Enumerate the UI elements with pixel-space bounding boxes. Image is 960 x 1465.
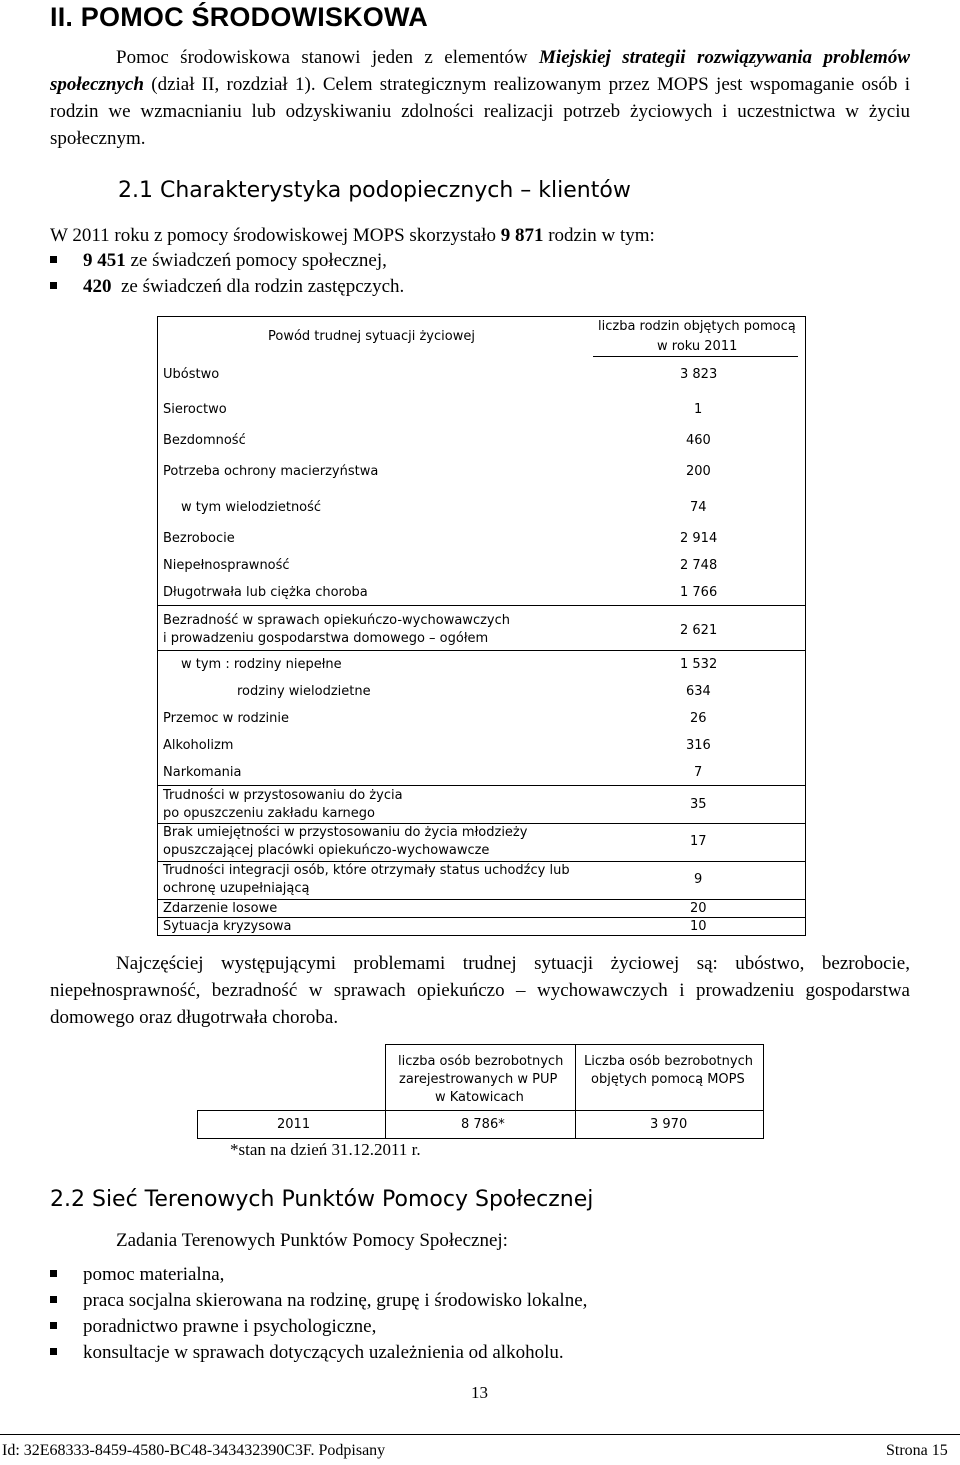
table-row-label: Alkoholizm — [163, 738, 234, 753]
footer-document-id: Id: 32E68333-8459-4580-BC48-343432390C3F. Podpisany — [2, 1442, 386, 1459]
t2-border — [197, 1138, 764, 1139]
bullet-item — [50, 248, 387, 274]
clients-lead — [50, 222, 910, 249]
row-divider — [157, 861, 806, 862]
square-bullet-icon — [50, 282, 57, 289]
row-divider — [157, 899, 806, 900]
bullet-number: 420 — [83, 276, 112, 297]
table-right-border — [805, 316, 806, 936]
row-divider — [157, 823, 806, 824]
table-row-label: Bezradność w sprawach opiekuńczo-wychowawczych — [163, 613, 510, 628]
table-row-value: 74 — [690, 500, 707, 515]
table-left-border — [157, 316, 158, 936]
square-bullet-icon — [50, 1348, 57, 1355]
task-item — [50, 1288, 587, 1314]
table-row-label: ochronę uzupełniającą — [163, 881, 310, 896]
table-row-label: w tym wielodzietność — [181, 500, 322, 515]
table-row-value: 316 — [686, 738, 711, 753]
t2-value-pup: 8 786* — [461, 1117, 505, 1132]
row-divider — [157, 785, 806, 786]
table-row-value: 1 766 — [680, 585, 718, 600]
table-row-value: 7 — [694, 765, 703, 780]
table-row-label: Długotrwała lub ciężka choroba — [163, 585, 368, 600]
families-total: 9 871 — [500, 225, 544, 246]
table-row-value: 2 748 — [680, 558, 718, 573]
header-reason: Powód trudnej sytuacji życiowej — [268, 329, 475, 344]
table-row-value: 200 — [686, 464, 711, 479]
t2-border — [197, 1110, 764, 1111]
t2-col2-line-2: objętych pomocą MOPS — [591, 1072, 745, 1087]
table-row-label: Niepełnosprawność — [163, 558, 290, 573]
summary-paragraph — [50, 950, 910, 1031]
row-divider — [157, 650, 806, 651]
table-row-value: 9 — [694, 872, 703, 887]
row-divider — [157, 605, 806, 606]
t2-col1-line-1: liczba osób bezrobotnych — [398, 1054, 564, 1069]
subsection-title-2-1: 2.1 Charakterystyka podopiecznych – klientów — [118, 178, 631, 203]
table-row-value: 35 — [690, 797, 707, 812]
bullet-item — [50, 274, 404, 300]
intro-text-a: Pomoc środowiskowa stanowi jeden z elementów — [116, 47, 540, 68]
table-row-value: 460 — [686, 433, 711, 448]
square-bullet-icon — [50, 1296, 57, 1303]
table-row-label: Ubóstwo — [163, 367, 220, 382]
row-divider — [157, 917, 806, 918]
task-text: praca socjalna skierowana na rodzinę, grupę i środowisko lokalne, — [83, 1290, 588, 1311]
t2-border — [385, 1044, 386, 1139]
header-count-line-1: liczba rodzin objętych pomocą — [598, 319, 796, 334]
table-row-label: Zdarzenie losowe — [163, 901, 278, 916]
task-text: pomoc materialna, — [83, 1264, 225, 1285]
table-row-label: Przemoc w rodzinie — [163, 711, 289, 726]
table-row-value: 17 — [690, 834, 707, 849]
t2-border — [763, 1044, 764, 1139]
table-row-value: 1 532 — [680, 657, 718, 672]
lead-text-a: W 2011 roku z pomocy środowiskowej MOPS skorzystało — [50, 225, 501, 246]
t2-col1-line-2: zarejestrowanych w PUP — [399, 1072, 558, 1087]
table-row-label: Trudności integracji osób, które otrzymały status uchodźcy lub — [163, 863, 570, 878]
bullet-text: ze świadczeń dla rodzin zastępczych. — [111, 276, 405, 297]
task-text: poradnictwo prawne i psychologiczne, — [83, 1316, 377, 1337]
table-row-value: 26 — [690, 711, 707, 726]
t2-col1-line-3: w Katowicach — [435, 1090, 524, 1105]
task-item — [50, 1340, 564, 1366]
square-bullet-icon — [50, 256, 57, 263]
table-top-border — [157, 316, 806, 317]
square-bullet-icon — [50, 1322, 57, 1329]
table-row-label: opuszczającej placówki opiekuńczo-wychowawcze — [163, 843, 490, 858]
table-row-value: 3 823 — [680, 367, 718, 382]
t2-border — [385, 1044, 764, 1045]
table-row-label: Bezrobocie — [163, 531, 235, 546]
task-item — [50, 1314, 376, 1340]
table-row-value: 10 — [690, 919, 707, 934]
task-item — [50, 1262, 224, 1288]
table-bottom-border — [157, 935, 806, 936]
square-bullet-icon — [50, 1270, 57, 1277]
table-row-label: Sieroctwo — [163, 402, 227, 417]
table-row-value: 20 — [690, 901, 707, 916]
t2-border — [197, 1110, 198, 1139]
header-count-line-2: w roku 2011 — [657, 339, 738, 354]
bullet-number: 9 451 — [83, 250, 126, 271]
page-number: 13 — [471, 1383, 488, 1402]
subsection-title-2-2: 2.2 Sieć Terenowych Punktów Pomocy Społecznej — [50, 1187, 594, 1212]
t2-footnote: *stan na dzień 31.12.2011 r. — [230, 1140, 421, 1159]
table-row-label: rodziny wielodzietne — [237, 684, 371, 699]
footer-divider — [0, 1434, 960, 1435]
bullet-text: ze świadczeń pomocy społecznej, — [125, 250, 387, 271]
footer-page: Strona 15 — [886, 1442, 948, 1459]
table-row-label: Bezdomność — [163, 433, 246, 448]
strategy-name: Miejskiej strategii rozwiązywania problemów społecznych — [50, 47, 910, 95]
section-title: II. POMOC ŚRODOWISKOWA — [50, 2, 428, 32]
table-row-label: i prowadzeniu gospodarstwa domowego – ogółem — [163, 631, 489, 646]
table-row-value: 2 914 — [680, 531, 718, 546]
lead-text-c: rodzin w tym: — [543, 225, 655, 246]
table-row-value: 634 — [686, 684, 711, 699]
tasks-lead: Zadania Terenowych Punktów Pomocy Społecznej: — [116, 1230, 508, 1251]
table-row-label: Narkomania — [163, 765, 242, 780]
table-row-label: Potrzeba ochrony macierzyństwa — [163, 464, 379, 479]
summary-text: Najczęściej występującymi problemami trudnej sytuacji życiowej są: ubóstwo, bezrobocie, niepełnosprawność, bezradność w sprawach opiekuńczo – wychowawczych i prowadzeniu gospodarstwa domowego oraz długotrwała choroba. — [50, 953, 910, 1028]
table-row-label: Sytuacja kryzysowa — [163, 919, 292, 934]
intro-paragraph — [50, 44, 910, 152]
table-row-value: 1 — [694, 402, 703, 417]
task-text: konsultacje w sprawach dotyczących uzależnienia od alkoholu. — [83, 1342, 564, 1363]
intro-text-c: (dział II, rozdział 1). Celem strategicznym realizowanym przez MOPS jest wspomaganie osób i rodzin we wzmacnianiu lub odzyskiwaniu zdolności realizacji potrzeb życiowych i uczestnictwa w życiu społecznym. — [50, 74, 910, 149]
t2-value-mops: 3 970 — [650, 1117, 688, 1132]
table-row-label: Trudności w przystosowaniu do życia — [163, 788, 403, 803]
t2-year: 2011 — [277, 1117, 311, 1132]
table-row-label: Brak umiejętności w przystosowaniu do życia młodzieży — [163, 825, 528, 840]
t2-col2-line-1: Liczba osób bezrobotnych — [584, 1054, 753, 1069]
table-row-label: w tym : rodziny niepełne — [181, 657, 342, 672]
t2-border — [575, 1044, 576, 1139]
table-row-label: po opuszczeniu zakładu karnego — [163, 806, 375, 821]
table-row-value: 2 621 — [680, 623, 718, 638]
header-underline — [593, 356, 798, 357]
